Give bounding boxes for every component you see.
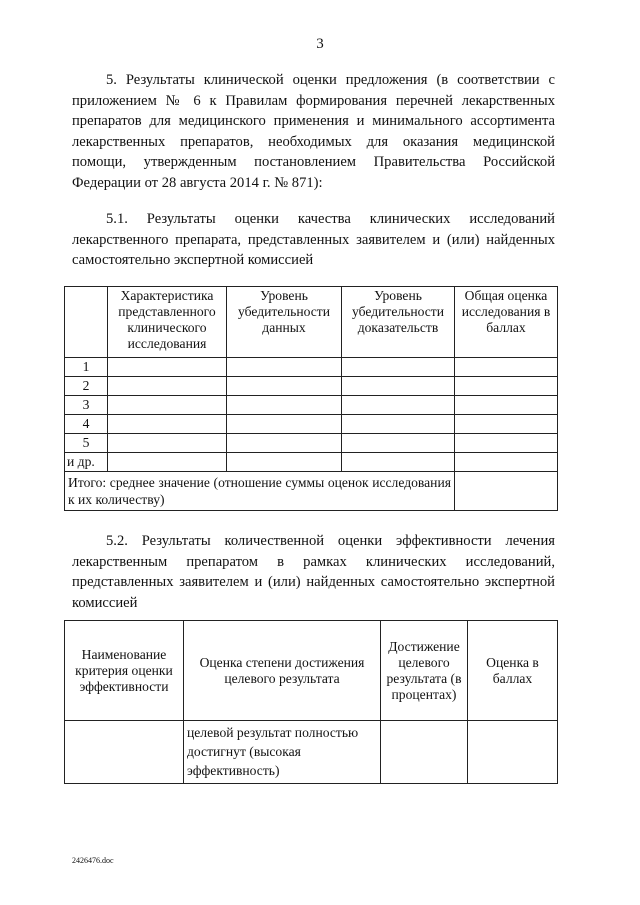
header-cell-number [65,287,108,358]
row-number: 4 [65,415,108,434]
table-row [65,434,558,453]
table-cell [342,358,455,377]
row-number: и др. [65,453,108,472]
table-cell [108,396,227,415]
table-cell [108,453,227,472]
table-cell [108,358,227,377]
table-cell [455,415,558,434]
table-cell [227,396,342,415]
page-number: 3 [316,36,324,52]
table-header-row [65,287,558,358]
table-cell [342,396,455,415]
table-cell [342,453,455,472]
table-row [65,358,558,377]
row-number: 1 [65,358,108,377]
row-number: 2 [65,377,108,396]
table-header-row [65,621,558,721]
table-total-row [65,472,558,511]
total-label: Итого: среднее значение (отношение суммы оценок исследования к их количеству) [65,472,455,511]
header-cell-achievement-percent: Достижение целевого результата (в процентах) [381,621,468,721]
table-cell [342,415,455,434]
section-5-1-paragraph: 5.1. Результаты оценки качества клинических исследований лекарственного препарата, представленных заявителем и (или) найденных самостоятельно экспертной комиссией [72,211,555,269]
table-cell [65,721,184,784]
table-row [65,721,558,784]
table-cell [381,721,468,784]
table-cell [227,453,342,472]
table-cell [468,721,558,784]
table-cell [455,396,558,415]
table-cell [227,415,342,434]
achievement-description: целевой результат полностью достигнут (высокая эффективность) [184,721,381,784]
table-cell [108,434,227,453]
table-row [65,396,558,415]
footer-file-name: 2426476.doc [72,856,114,865]
row-number: 3 [65,396,108,415]
total-value-cell [455,472,558,511]
header-cell-criterion: Наименование критерия оценки эффективности [65,621,184,721]
table-cell [108,415,227,434]
study-quality-table [64,286,558,511]
table-row [65,453,558,472]
table-cell [227,358,342,377]
table-cell [108,377,227,396]
table-cell [455,453,558,472]
table-row [65,377,558,396]
header-cell-data-level: Уровень убедительности данных [227,287,342,358]
table-cell [455,377,558,396]
header-cell-achievement-assessment: Оценка степени достижения целевого результата [184,621,381,721]
section-5-paragraph: 5. Результаты клинической оценки предложения (в соответствии с приложением № 6 к Правилам формирования перечней лекарственных препаратов для медицинского применения и минимального ассортимента лекарственных препаратов, необходимых для оказания медицинской помощи, утвержденным постановлением Правительства Российской Федерации от 28 августа 2014 г. № 871): [72,72,555,191]
header-cell-total-score: Общая оценка исследования в баллах [455,287,558,358]
table-cell [455,434,558,453]
header-cell-score: Оценка в баллах [468,621,558,721]
table-cell [227,434,342,453]
table-row [65,415,558,434]
table-cell [455,358,558,377]
row-number: 5 [65,434,108,453]
table-cell [227,377,342,396]
table-cell [342,434,455,453]
section-5-2-paragraph: 5.2. Результаты количественной оценки эффективности лечения лекарственным препаратом в рамках клинических исследований, представленных заявителем и (или) найденных самостоятельно экспертной комиссией [72,533,555,611]
header-cell-characteristic: Характеристика представленного клинического исследования [108,287,227,358]
efficacy-table [64,620,558,784]
header-cell-evidence-level: Уровень убедительности доказательств [342,287,455,358]
table-cell [342,377,455,396]
